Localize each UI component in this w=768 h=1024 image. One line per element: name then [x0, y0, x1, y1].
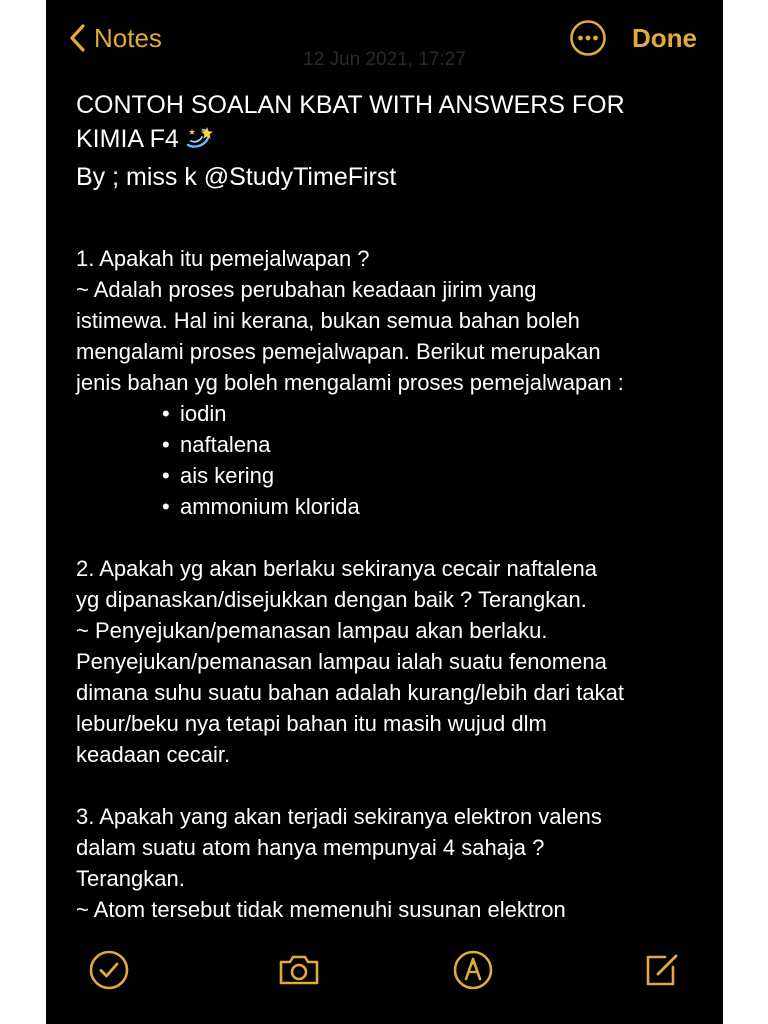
q3-line: ~ Atom tersebut tidak memenuhi susunan elektron: [76, 897, 566, 922]
note-timestamp: 12 Jun 2021, 17:27: [303, 49, 466, 70]
checklist-button[interactable]: [87, 948, 131, 992]
done-button[interactable]: Done: [632, 23, 697, 53]
camera-button[interactable]: [276, 948, 322, 992]
q2-line: yg dipanaskan/disejukkan dengan baik ? Terangkan.: [76, 587, 587, 612]
q2-line: ~ Penyejukan/pemanasan lampau akan berlaku.: [76, 618, 548, 643]
list-item: • naftalena: [162, 429, 716, 460]
question-2: [76, 553, 716, 770]
q3-line: dalam suatu atom hanya mempunyai 4 sahaja ?: [76, 835, 545, 860]
compose-icon: [639, 948, 683, 992]
q1-line: jenis bahan yg boleh mengalami proses pemejalwapan :: [76, 370, 624, 395]
markup-button[interactable]: [451, 948, 495, 992]
q1-line: mengalami proses pemejalwapan. Berikut merupakan: [76, 339, 601, 364]
blank-line: [76, 522, 716, 553]
byline: By ; miss k @StudyTimeFirst: [76, 163, 397, 191]
list-item: • iodin: [162, 398, 716, 429]
q2-line: lebur/beku nya tetapi bahan itu masih wujud dlm: [76, 711, 547, 736]
q1-line: 1. Apakah itu pemejalwapan ?: [76, 246, 370, 271]
q1-line: ~ Adalah proses perubahan keadaan jirim yang: [76, 277, 537, 302]
title-line-2: [76, 122, 706, 160]
question-3: [76, 801, 716, 925]
q2-line: dimana suhu suatu bahan adalah kurang/lebih dari takat: [76, 680, 624, 705]
markup-pen-icon: [451, 948, 495, 992]
q2-line: keadaan cecair.: [76, 742, 231, 767]
camera-icon: [276, 948, 322, 992]
compose-button[interactable]: [639, 948, 683, 992]
note-body[interactable]: [76, 243, 716, 925]
title-line-2-text: KIMIA F4: [76, 125, 179, 153]
list-item: • ais kering: [162, 460, 716, 491]
q3-line: 3. Apakah yang akan terjadi sekiranya elektron valens: [76, 804, 602, 829]
title-line-1: CONTOH SOALAN KBAT WITH ANSWERS FOR: [76, 91, 625, 119]
sublimation-materials-list: [76, 398, 716, 522]
blank-line: [76, 770, 716, 801]
q3-line: Terangkan.: [76, 866, 185, 891]
dizzy-emoji-icon: [185, 125, 215, 160]
note-title[interactable]: [76, 88, 706, 194]
back-label: Notes: [94, 23, 162, 53]
notes-screen: [46, 0, 723, 1024]
q2-line: 2. Apakah yg akan berlaku sekiranya cecair naftalena: [76, 556, 597, 581]
q2-line: Penyejukan/pemanasan lampau ialah suatu fenomena: [76, 649, 607, 674]
list-item: • ammonium klorida: [162, 491, 716, 522]
question-1: [76, 243, 716, 522]
checklist-icon: [87, 948, 131, 992]
q1-line: istimewa. Hal ini kerana, bukan semua bahan boleh: [76, 308, 580, 333]
